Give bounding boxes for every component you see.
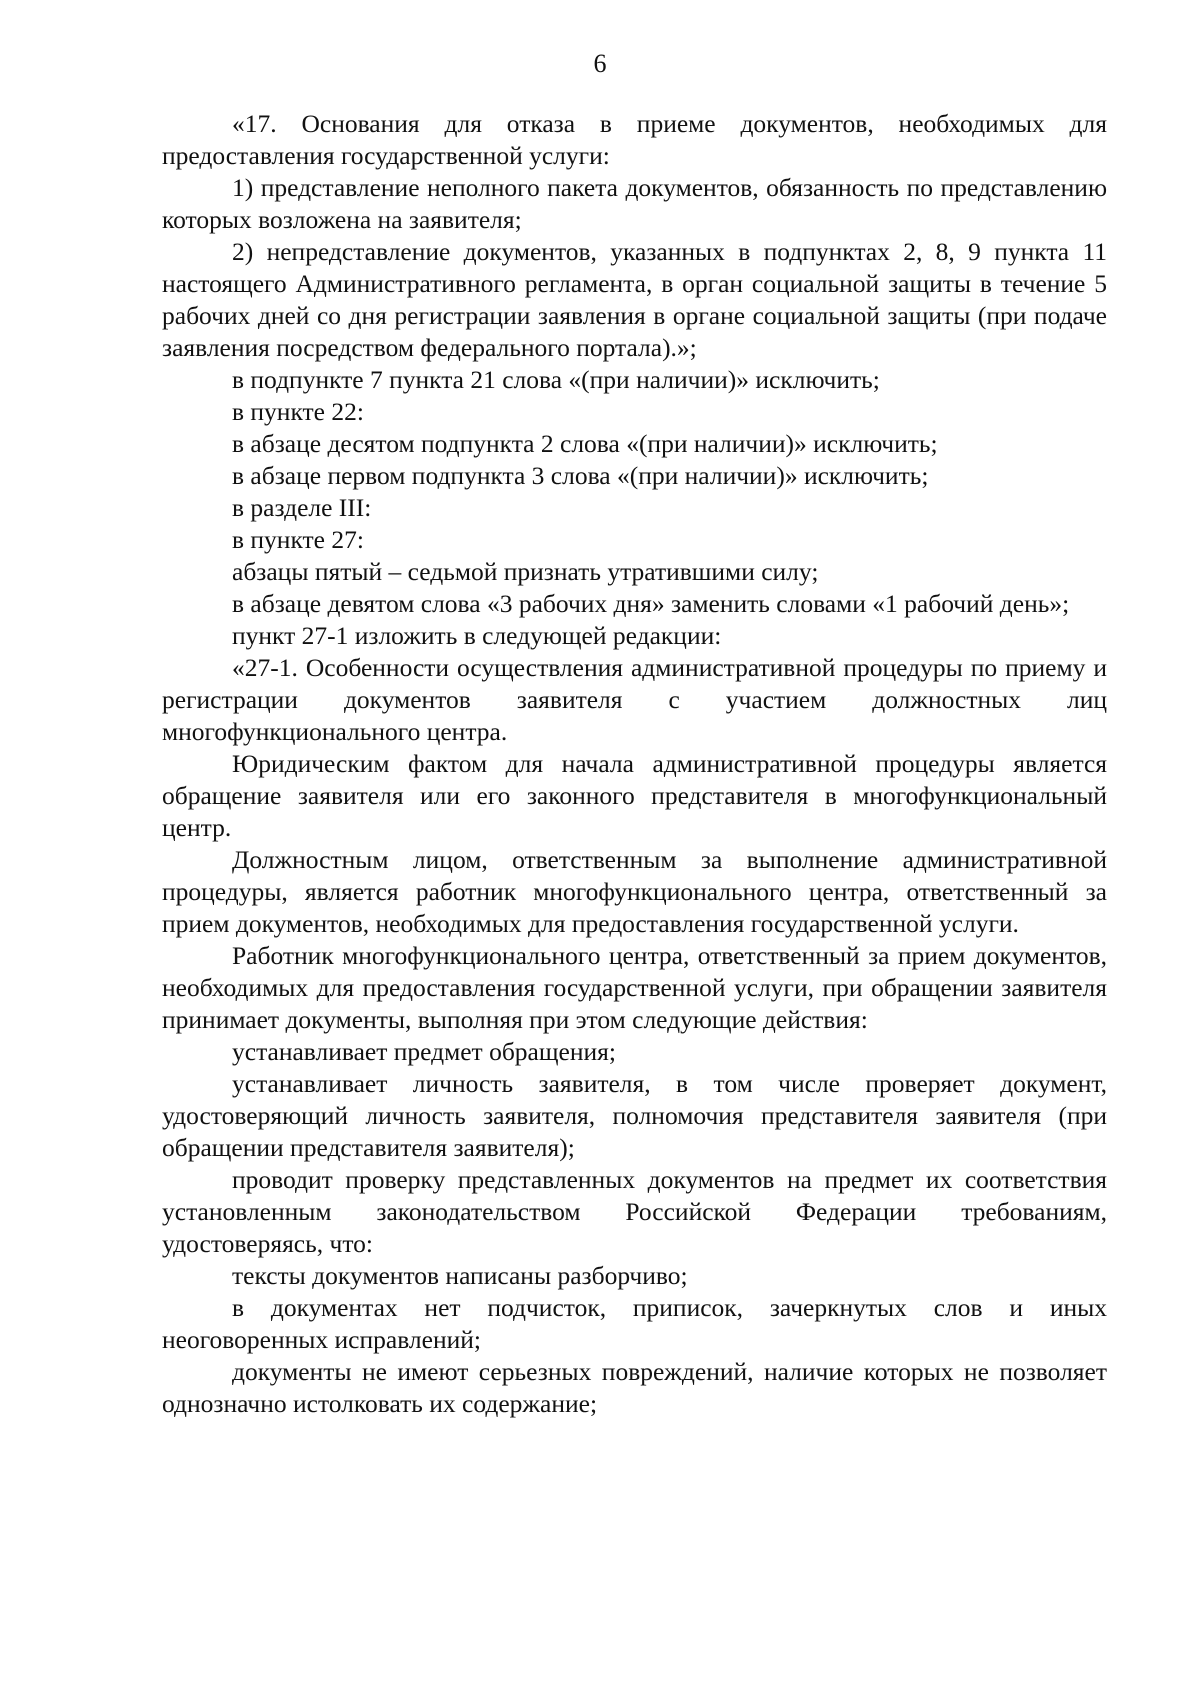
paragraph-point-27-1-intro: пункт 27-1 изложить в следующей редакции: xyxy=(232,621,722,650)
paragraph-amend-22-2: в абзаце десятом подпункта 2 слова «(при наличии)» исключить; xyxy=(232,429,938,458)
paragraph-amend-27-5-7: абзацы пятый – седьмой признать утратившими силу; xyxy=(232,557,819,586)
paragraph-responsible-official: Должностным лицом, ответственным за выполнение административной процедуры, является работник многофункционального центра, ответственный за прием документов, необходимых для предоставления государственной услуги. xyxy=(162,845,1107,938)
paragraph-check-no-corrections: в документах нет подчисток, приписок, зачеркнутых слов и иных неоговоренных исправлений; xyxy=(162,1293,1107,1354)
paragraph-action-identity: устанавливает личность заявителя, в том числе проверяет документ, удостоверяющий личность заявителя, полномочия представителя заявителя (при обращении представителя заявителя); xyxy=(162,1069,1107,1162)
paragraph-mfc-worker-actions: Работник многофункционального центра, ответственный за прием документов, необходимых для предоставления государственной услуги, при обращении заявителя принимает документы, выполняя при этом следующие действия: xyxy=(162,941,1107,1034)
paragraph-17-item-2: 2) непредставление документов, указанных в подпунктах 2, 8, 9 пункта 11 настоящего Административного регламента, в орган социальной защиты в течение 5 рабочих дней со дня регистрации заявления в органе социальной защиты (при подаче заявления посредством федерального портала).»; xyxy=(162,237,1107,362)
paragraph-check-no-damage: документы не имеют серьезных повреждений, наличие которых не позволяет однозначно истолковать их содержание; xyxy=(162,1357,1107,1418)
paragraph-section-3: в разделе III: xyxy=(232,493,372,522)
paragraph-legal-fact: Юридическим фактом для начала административной процедуры является обращение заявителя или его законного представителя в многофункциональный центр. xyxy=(162,749,1107,842)
paragraph-action-check: проводит проверку представленных документов на предмет их соответствия установленным законодательством Российской Федерации требованиям, удостоверяясь, что: xyxy=(162,1165,1107,1258)
paragraph-17-item-1: 1) представление неполного пакета документов, обязанность по представлению которых возложена на заявителя; xyxy=(162,173,1107,234)
paragraph-17-title: «17. Основания для отказа в приеме документов, необходимых для предоставления государственной услуги: xyxy=(162,109,1107,170)
paragraph-point-27: в пункте 27: xyxy=(232,525,364,554)
paragraph-amend-22-3: в абзаце первом подпункта 3 слова «(при наличии)» исключить; xyxy=(232,461,929,490)
page-number: 6 xyxy=(593,49,607,78)
paragraph-27-1-title: «27-1. Особенности осуществления административной процедуры по приему и регистрации документов заявителя с участием должностных лиц многофункционального центра. xyxy=(162,653,1107,746)
paragraph-amend-21: в подпункте 7 пункта 21 слова «(при наличии)» исключить; xyxy=(232,365,880,394)
paragraph-action-subject: устанавливает предмет обращения; xyxy=(232,1037,616,1066)
paragraph-amend-27-9: в абзаце девятом слова «3 рабочих дня» заменить словами «1 рабочий день»; xyxy=(232,589,1070,618)
paragraph-point-22: в пункте 22: xyxy=(232,397,364,426)
paragraph-check-legible: тексты документов написаны разборчиво; xyxy=(232,1261,688,1290)
document-body xyxy=(162,108,1107,1420)
